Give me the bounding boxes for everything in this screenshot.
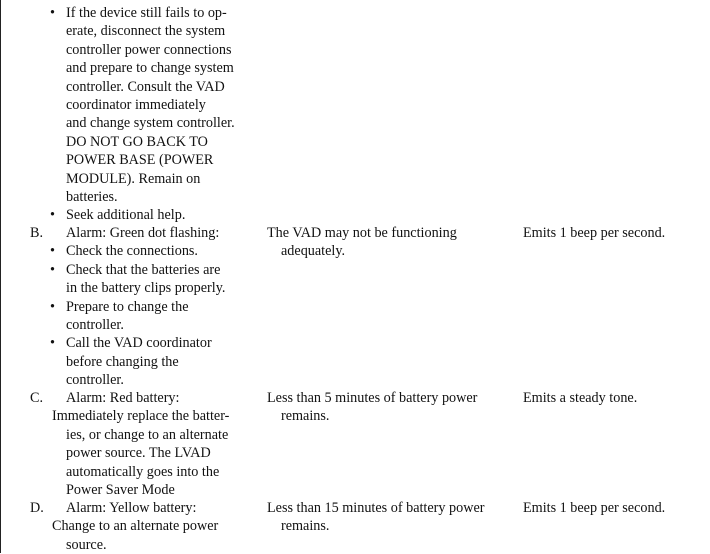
text-line: Seek additional help. <box>66 207 186 224</box>
meaning-text: The VAD may not be functioning <box>267 225 457 241</box>
text-line: batteries. <box>66 189 118 206</box>
alarm-title: Alarm: Green dot flashing: <box>66 225 220 241</box>
item-letter: D. <box>30 500 44 516</box>
text-line: controller. <box>66 372 124 389</box>
text-line: controller. Consult the VAD <box>66 78 225 95</box>
text-line: and change system controller. <box>66 115 235 132</box>
text-line: Prepare to change the <box>66 298 189 315</box>
item-letter: C. <box>30 390 44 406</box>
text-line: ies, or change to an alternate <box>66 426 229 443</box>
alarm-instructions <box>30 517 260 554</box>
text-line: Call the VAD coordinator <box>66 335 212 352</box>
bullet-icon: • <box>50 261 55 278</box>
alarm-heading <box>30 224 260 242</box>
item-letter: B. <box>30 225 44 241</box>
alarm-title: Alarm: Red battery: <box>66 390 180 406</box>
list-item <box>30 334 260 389</box>
meaning-text: remains. <box>281 518 330 535</box>
meaning-text: adequately. <box>281 243 346 260</box>
text-line: erate, disconnect the system <box>66 23 226 40</box>
sound-text: Emits 1 beep per second. <box>523 225 666 241</box>
meaning-text: Less than 5 minutes of battery power <box>267 390 478 406</box>
bullet-icon: • <box>50 335 55 352</box>
text-line: and prepare to change system <box>66 60 234 77</box>
text-line: Check the connections. <box>66 243 198 260</box>
sound-cell <box>523 224 708 242</box>
text-line: Check that the batteries are <box>66 261 221 278</box>
action-cell <box>30 499 260 554</box>
text-line: controller power connections <box>66 41 232 58</box>
continued-bullet-list <box>30 4 260 225</box>
meaning-text: remains. <box>281 408 330 425</box>
alarm-instructions <box>30 407 260 499</box>
alarm-title: Alarm: Yellow battery: <box>66 500 197 516</box>
sound-cell <box>523 499 708 517</box>
sound-text: Emits a steady tone. <box>523 390 638 406</box>
text-line: Change to an alternate power <box>52 518 219 535</box>
text-line: POWER BASE (POWER <box>66 152 214 169</box>
text-line: automatically goes into the <box>66 463 220 480</box>
text-line: coordinator immediately <box>66 97 206 114</box>
list-item <box>30 261 260 298</box>
bullet-icon: • <box>50 243 55 260</box>
meaning-cell <box>267 499 517 536</box>
text-line: power source. The LVAD <box>66 445 211 462</box>
bullet-icon: • <box>50 298 55 315</box>
action-cell <box>30 224 260 390</box>
alarm-heading <box>30 499 260 517</box>
meaning-cell <box>267 389 517 426</box>
text-line: Power Saver Mode <box>66 482 175 499</box>
meaning-cell <box>267 224 517 261</box>
meaning-text: Less than 15 minutes of battery power <box>267 500 485 516</box>
text-line: Immediately replace the batter- <box>52 408 230 425</box>
text-line: If the device still fails to op- <box>66 5 227 21</box>
list-item <box>30 298 260 335</box>
list-item <box>30 242 260 260</box>
bullet-icon: • <box>50 207 55 224</box>
list-item <box>30 206 260 224</box>
text-line: in the battery clips properly. <box>66 280 226 297</box>
text-line: MODULE). Remain on <box>66 170 201 187</box>
text-line: DO NOT GO BACK TO <box>66 133 208 150</box>
action-cell <box>30 389 260 499</box>
sound-text: Emits 1 beep per second. <box>523 500 666 516</box>
alarm-heading <box>30 389 260 407</box>
list-item <box>30 4 260 206</box>
sound-cell <box>523 389 708 407</box>
text-line: source. <box>66 536 107 553</box>
text-line: controller. <box>66 317 124 334</box>
text-line: before changing the <box>66 353 179 370</box>
bullet-icon: • <box>50 5 55 21</box>
